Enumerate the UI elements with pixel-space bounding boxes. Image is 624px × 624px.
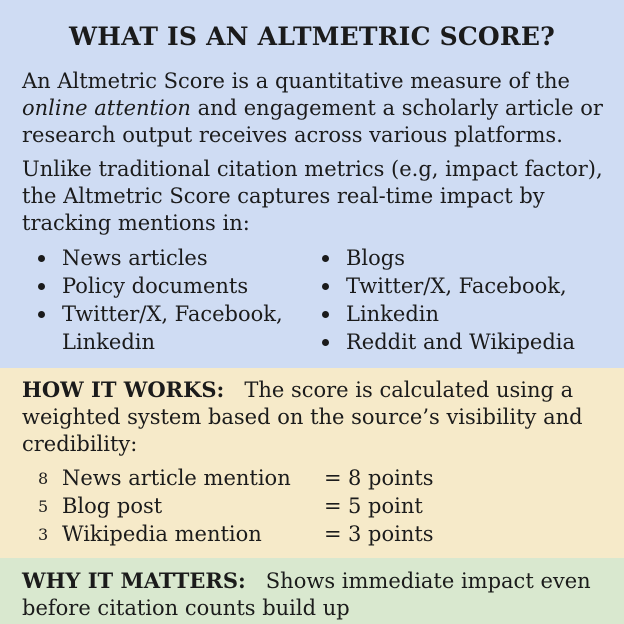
score-row — [38, 522, 598, 550]
comparison-paragraph: Unlike traditional citation metrics (e.g, impact factor), the Altmetric Score captures real-time impact by tracking mentions in: — [22, 157, 603, 235]
list-item: Linkedin — [318, 300, 608, 328]
score-row-equals: = — [324, 466, 342, 490]
why-it-matters-paragraph — [22, 567, 612, 622]
score-weights-list — [38, 466, 598, 550]
bullet-list-right — [318, 244, 608, 356]
bullet-list-left — [34, 244, 304, 356]
score-row-value: 8 points — [348, 466, 434, 490]
definition-paragraph — [22, 68, 612, 149]
section-heading-how: HOW IT WORKS: — [22, 377, 225, 402]
section-heading-why: WHY IT MATTERS: — [22, 568, 246, 593]
list-item: Reddit and Wikipedia — [318, 328, 608, 356]
how-it-works-text: The score is calculated using a weighted system based on the source’s visibility and credibility: — [22, 378, 583, 456]
score-row-label: Blog post — [62, 494, 163, 518]
how-it-works-paragraph — [22, 376, 612, 458]
list-item: News articles — [34, 244, 304, 272]
score-row-value: 3 points — [348, 522, 434, 546]
section-title-what: WHAT IS AN ALTMETRIC SCORE? — [69, 22, 555, 51]
score-row-equals: = — [324, 494, 342, 518]
score-row-number: 3 — [38, 525, 49, 544]
definition-emphasis: online attention — [22, 96, 191, 120]
score-row-label: News article mention — [62, 466, 291, 490]
definition-text-end: and engagement a scholarly article or research output receives across various platforms. — [22, 96, 603, 147]
list-item: Twitter/X, Facebook, — [318, 272, 608, 300]
definition-text-start: An Altmetric Score is a quantitative measure of the — [22, 69, 570, 93]
why-it-matters-text: Shows immediate impact even before citation counts build up — [22, 569, 591, 620]
score-row-value: 5 point — [348, 494, 423, 518]
score-row-equals: = — [324, 522, 342, 546]
score-row-label: Wikipedia mention — [62, 522, 262, 546]
list-item: Twitter/X, Facebook, Linkedin — [34, 300, 304, 356]
list-item: Blogs — [318, 244, 608, 272]
score-row-number: 8 — [38, 469, 49, 488]
list-item: Policy documents — [34, 272, 304, 300]
score-row — [38, 494, 598, 522]
score-row-number: 5 — [38, 497, 49, 516]
score-row — [38, 466, 598, 494]
